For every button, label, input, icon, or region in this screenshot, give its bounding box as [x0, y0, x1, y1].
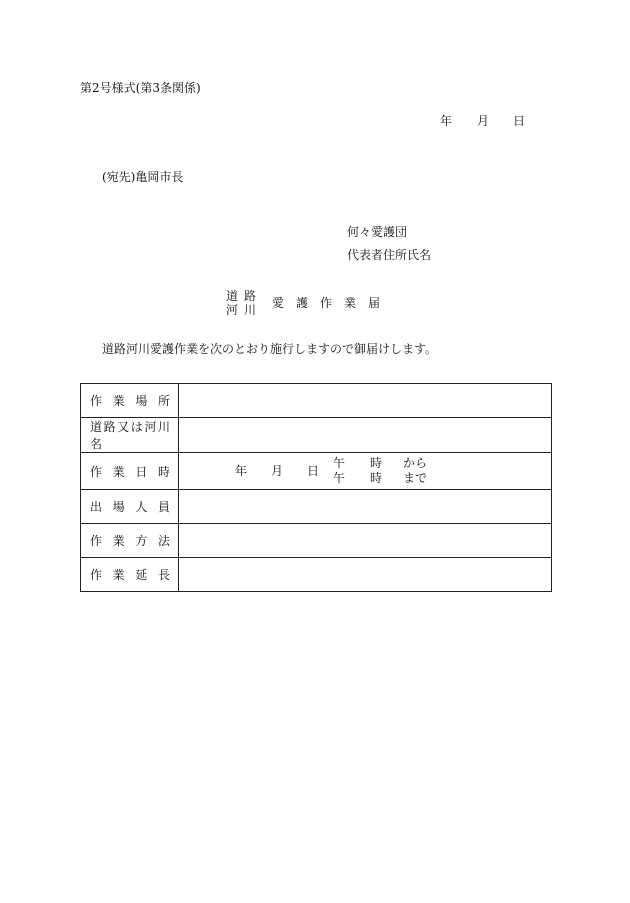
date-day-label: 日 — [513, 114, 526, 128]
date-month-label: 月 — [477, 114, 490, 128]
row-label: 道路又は河川名 — [81, 418, 179, 453]
to-suffix: まで — [403, 471, 428, 485]
title-road: 道路 — [226, 289, 263, 303]
datetime-year: 年 — [235, 464, 248, 478]
participants-field[interactable] — [179, 490, 552, 524]
from-hour: 時 — [370, 456, 383, 470]
applicant-org: 何々愛護団 — [347, 225, 408, 239]
work-notification-table — [80, 383, 552, 592]
table-row — [81, 524, 552, 558]
table-row — [81, 418, 552, 453]
table-row — [81, 453, 552, 490]
from-suffix: から — [403, 456, 428, 470]
from-ampm: 午 — [333, 456, 346, 470]
form-number: 第2号様式(第3条関係) — [80, 81, 201, 95]
row-label: 作業日時 — [81, 453, 179, 490]
document-title: 愛護作業届 — [272, 296, 393, 310]
road-river-name-field[interactable] — [179, 418, 552, 453]
applicant-rep: 代表者住所氏名 — [347, 248, 432, 262]
date-year-label: 年 — [440, 114, 453, 128]
table-row — [81, 558, 552, 592]
intro-text: 道路河川愛護作業を次のとおり施行しますので御届けします。 — [102, 342, 438, 356]
work-datetime-field[interactable] — [179, 453, 552, 490]
row-label: 出場人員 — [81, 490, 179, 524]
row-label: 作業方法 — [81, 524, 179, 558]
to-hour: 時 — [370, 471, 383, 485]
datetime-day: 日 — [307, 464, 320, 478]
work-method-field[interactable] — [179, 524, 552, 558]
title-river: 河川 — [226, 303, 263, 317]
table-row — [81, 384, 552, 418]
datetime-month: 月 — [271, 464, 284, 478]
to-ampm: 午 — [333, 471, 346, 485]
addressee: (宛先)亀岡市長 — [102, 170, 184, 184]
row-label: 作業延長 — [81, 558, 179, 592]
table-row — [81, 490, 552, 524]
row-label: 作業場所 — [81, 384, 179, 418]
work-location-field[interactable] — [179, 384, 552, 418]
work-length-field[interactable] — [179, 558, 552, 592]
